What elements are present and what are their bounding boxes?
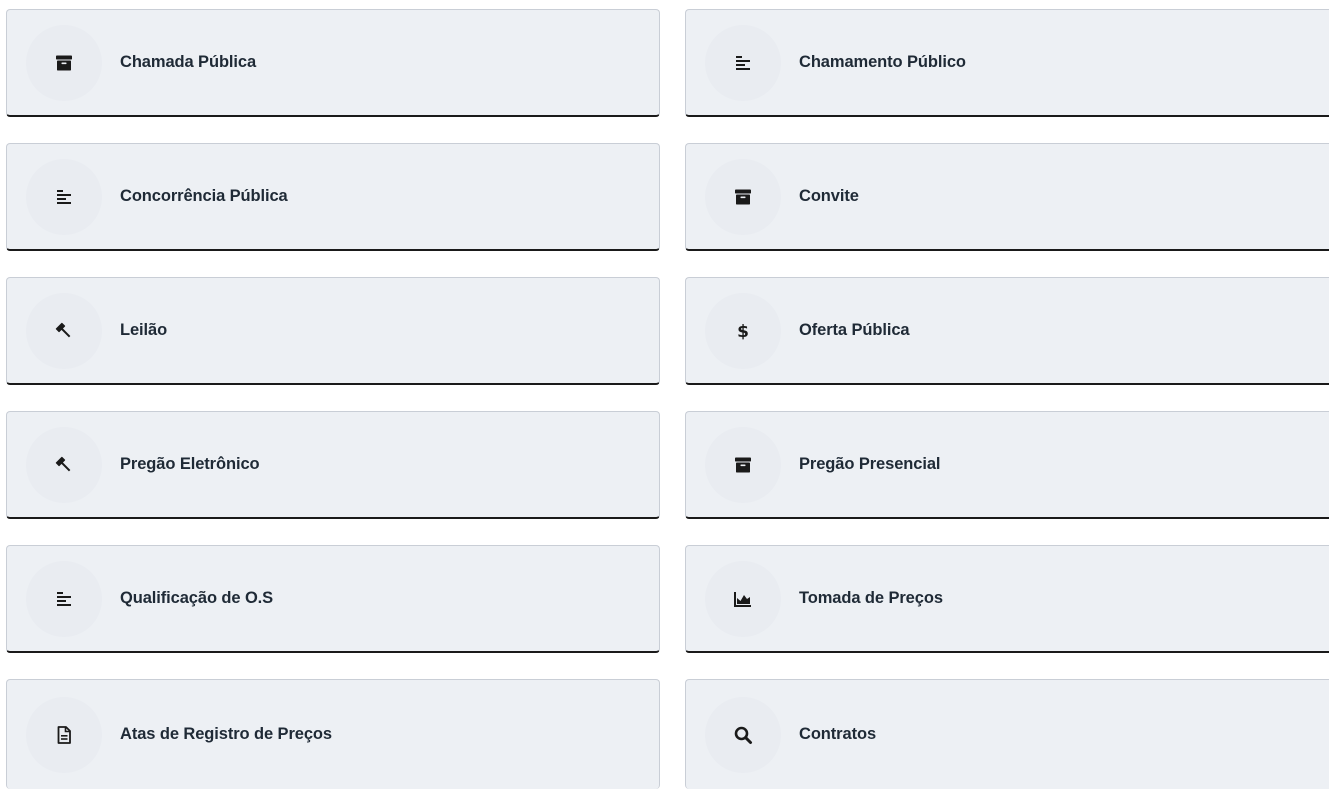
card-tomada-de-precos[interactable] (685, 545, 1329, 653)
archive-icon (54, 53, 74, 73)
card-leilao[interactable] (6, 277, 660, 385)
card-label: Oferta Pública (799, 321, 910, 339)
card-oferta-publica[interactable] (685, 277, 1329, 385)
card-label: Atas de Registro de Preços (120, 725, 332, 743)
card-contratos[interactable] (685, 679, 1329, 789)
card-label: Chamada Pública (120, 53, 257, 71)
icon-circle (26, 561, 102, 637)
card-label: Pregão Eletrônico (120, 455, 260, 473)
icon-circle (705, 697, 781, 773)
card-pregao-eletronico[interactable] (6, 411, 660, 519)
icon-circle (705, 25, 781, 101)
card-label: Tomada de Preços (799, 589, 943, 607)
card-atas-de-registro-de-precos[interactable] (6, 679, 660, 789)
archive-icon (733, 455, 753, 475)
icon-circle (705, 159, 781, 235)
card-chamada-publica[interactable] (6, 9, 660, 117)
area-chart-icon (733, 589, 753, 609)
icon-circle (26, 293, 102, 369)
card-label: Concorrência Pública (120, 187, 288, 205)
search-icon (733, 725, 753, 745)
icon-circle (26, 427, 102, 503)
card-label: Pregão Presencial (799, 455, 941, 473)
card-chamamento-publico[interactable] (685, 9, 1329, 117)
card-label: Convite (799, 187, 859, 205)
archive-icon (733, 187, 753, 207)
card-label: Leilão (120, 321, 168, 339)
align-left-icon (733, 53, 753, 73)
icon-circle (705, 561, 781, 637)
card-convite[interactable] (685, 143, 1329, 251)
icon-circle (26, 697, 102, 773)
icon-circle (26, 159, 102, 235)
align-left-icon (54, 187, 74, 207)
card-concorrencia-publica[interactable] (6, 143, 660, 251)
icon-circle (26, 25, 102, 101)
icon-circle (705, 293, 781, 369)
card-label: Qualificação de O.S (120, 589, 274, 607)
file-text-icon (54, 725, 74, 745)
icon-circle (705, 427, 781, 503)
card-qualificacao-os[interactable] (6, 545, 660, 653)
gavel-icon (54, 321, 74, 341)
gavel-icon (54, 455, 74, 475)
card-label: Contratos (799, 725, 877, 743)
card-label: Chamamento Público (799, 53, 966, 71)
card-pregao-presencial[interactable] (685, 411, 1329, 519)
svg-text:$: $ (737, 321, 749, 341)
align-left-icon (54, 589, 74, 609)
dollar-icon (733, 321, 753, 341)
